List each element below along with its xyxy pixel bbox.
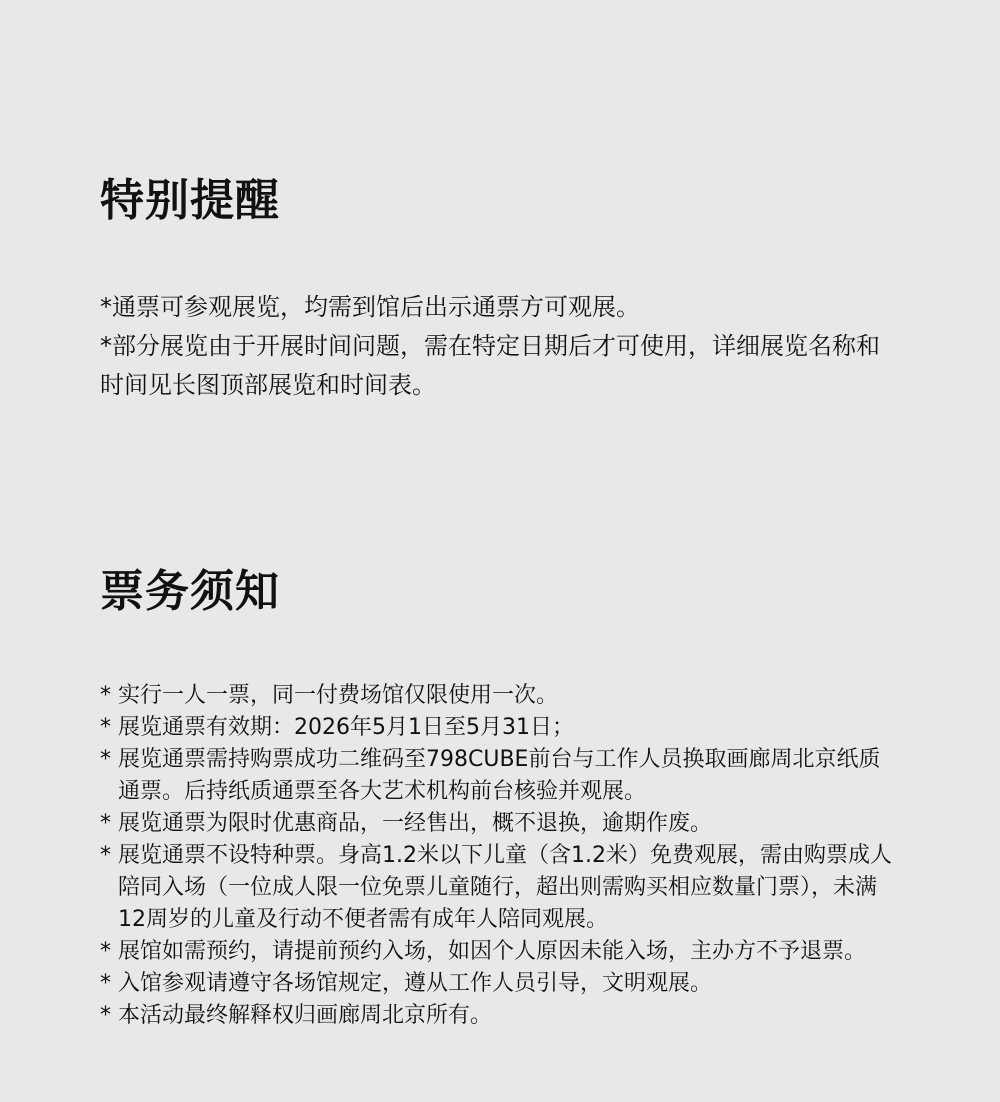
list-item [100,680,900,712]
list-item [100,808,900,840]
bullet: * [100,939,111,964]
bullet: * [100,715,111,740]
special-notice-paragraph: *部分展览由于开展时间问题，需在特定日期后才可使用，详细展览名称和时间见长图顶部展览和时间表。 [100,332,880,399]
list-item-text: 展览通票为限时优惠商品，一经售出，概不退换，逾期作废。 [118,811,713,836]
list-item-text: 展览通票需持购票成功二维码至798CUBE前台与工作人员换取画廊周北京纸质通票。后持纸质通票至各大艺术机构前台核验并观展。 [118,747,881,804]
bullet: * [100,811,111,836]
special-notice-section [100,175,900,405]
list-item [100,968,900,1000]
ticket-info-title: 票务须知 [100,566,280,617]
list-item-text: 本活动最终解释权归画廊周北京所有。 [118,1003,493,1028]
list-item-text: 展览通票有效期：2026年5月1日至5月31日； [118,715,574,740]
list-item [100,1000,900,1032]
ticket-info-section [100,566,900,1032]
list-item-text: 展览通票不设特种票。身高1.2米以下儿童（含1.2米）免费观展，需由购票成人陪同入场（一位成人限一位免票儿童随行，超出则需购买相应数量门票），未满12周岁的儿童及行动不便者需有成年人陪同观展。 [118,843,892,932]
bullet: * [100,747,111,772]
ticket-info-list [100,680,900,1032]
special-notice-paragraph: *通票可参观展览，均需到馆后出示通票方可观展。 [100,293,640,321]
list-item-text: 展馆如需预约，请提前预约入场，如因个人原因未能入场，主办方不予退票。 [118,939,867,964]
bullet: * [100,843,111,868]
list-item [100,936,900,968]
special-notice-title: 特别提醒 [100,175,280,226]
list-item-text: 实行一人一票，同一付费场馆仅限使用一次。 [118,683,559,708]
bullet: * [100,971,111,996]
bullet: * [100,683,111,708]
bullet: * [100,1003,111,1028]
list-item-text: 入馆参观请遵守各场馆规定，遵从工作人员引导，文明观展。 [118,971,713,996]
list-item [100,840,900,936]
list-item [100,712,900,744]
list-item [100,744,900,808]
